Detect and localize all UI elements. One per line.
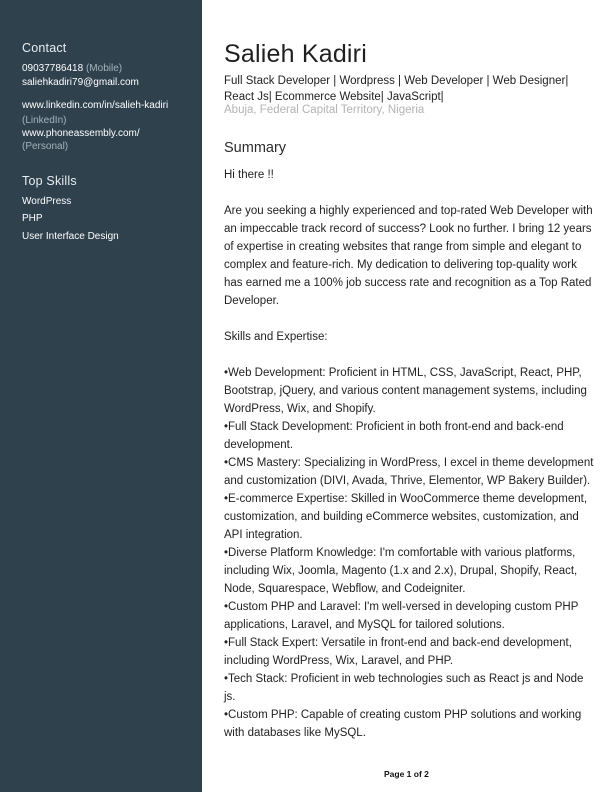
page-number: Page 1 of 2 bbox=[384, 769, 429, 779]
skill-bullet: •Full Stack Development: Proficient in both front-end and back-end development. bbox=[224, 421, 564, 451]
skill-item: WordPress bbox=[22, 196, 72, 207]
profile-name: Salieh Kadiri bbox=[224, 40, 367, 68]
skill-bullet: •Custom PHP and Laravel: I'm well-versed in developing custom PHP applications, Laravel, and MySQL for tailored solutions. bbox=[224, 601, 579, 631]
phone-note: (Mobile) bbox=[85, 63, 123, 74]
skill-bullet: •Diverse Platform Knowledge: I'm comfortable with various platforms, including Wix, Joomla, Magento (1.x and 2.x), Drupal, Shopify, React, Node, Squarespace, Webflow, and Codeigniter. bbox=[224, 547, 578, 595]
personal-site-note: (Personal) bbox=[22, 141, 69, 152]
skill-item: PHP bbox=[22, 213, 43, 224]
skill-bullet: •Tech Stack: Proficient in web technologies such as React js and Node js. bbox=[224, 673, 584, 703]
top-skills-heading: Top Skills bbox=[22, 174, 77, 188]
phone-number[interactable]: 09037786418 bbox=[22, 63, 84, 74]
sidebar bbox=[0, 0, 202, 792]
skill-item: User Interface Design bbox=[22, 231, 119, 242]
skill-bullet: •CMS Mastery: Specializing in WordPress, I excel in theme development and customization (DIVI, Avada, Thrive, Elementor, WP Bakery Builder). bbox=[224, 457, 594, 487]
email-link[interactable]: saliehkadiri79@gmail.com bbox=[22, 77, 139, 88]
skill-bullet: •Web Development: Proficient in HTML, CSS, JavaScript, React, PHP, Bootstrap, jQuery, and various content management systems, including WordPress, Wix, and Shopify. bbox=[224, 367, 587, 415]
summary-intro: Are you seeking a highly experienced and top-rated Web Developer with an impeccable track record of success? Look no further. I bring 12 years of expertise in creating websites that range from simple and elegant to complex and feature-rich. My dedication to delivering top-quality work has earned me a 100% job success rate and recognition as a Top Rated Developer. bbox=[224, 205, 593, 307]
linkedin-link[interactable]: www.linkedin.com/in/salieh-kadiri bbox=[22, 100, 169, 111]
skill-bullet: •Full Stack Expert: Versatile in front-end and back-end development, including WordPress, Wix, Laravel, and PHP. bbox=[224, 637, 572, 667]
personal-site-link[interactable]: www.phoneassembly.com/ bbox=[22, 128, 140, 139]
skill-bullet: •E-commerce Expertise: Skilled in WooCommerce theme development, customization, and building eCommerce websites, customization, and API integration. bbox=[224, 493, 588, 541]
phone-line bbox=[22, 63, 122, 75]
profile-location: Abuja, Federal Capital Territory, Nigeria bbox=[224, 104, 425, 116]
profile-headline: Full Stack Developer | Wordpress | Web Developer | Web Designer| React Js| Ecommerce Website| JavaScript| bbox=[224, 75, 569, 103]
summary-greeting: Hi there !! bbox=[224, 169, 274, 181]
summary-skills-label: Skills and Expertise: bbox=[224, 331, 328, 343]
summary-heading: Summary bbox=[224, 140, 287, 156]
contact-heading: Contact bbox=[22, 41, 67, 55]
skill-bullet: •Custom PHP: Capable of creating custom PHP solutions and working with databases like MySQL. bbox=[224, 709, 582, 739]
linkedin-note: (LinkedIn) bbox=[22, 115, 67, 126]
summary-body bbox=[224, 166, 596, 742]
